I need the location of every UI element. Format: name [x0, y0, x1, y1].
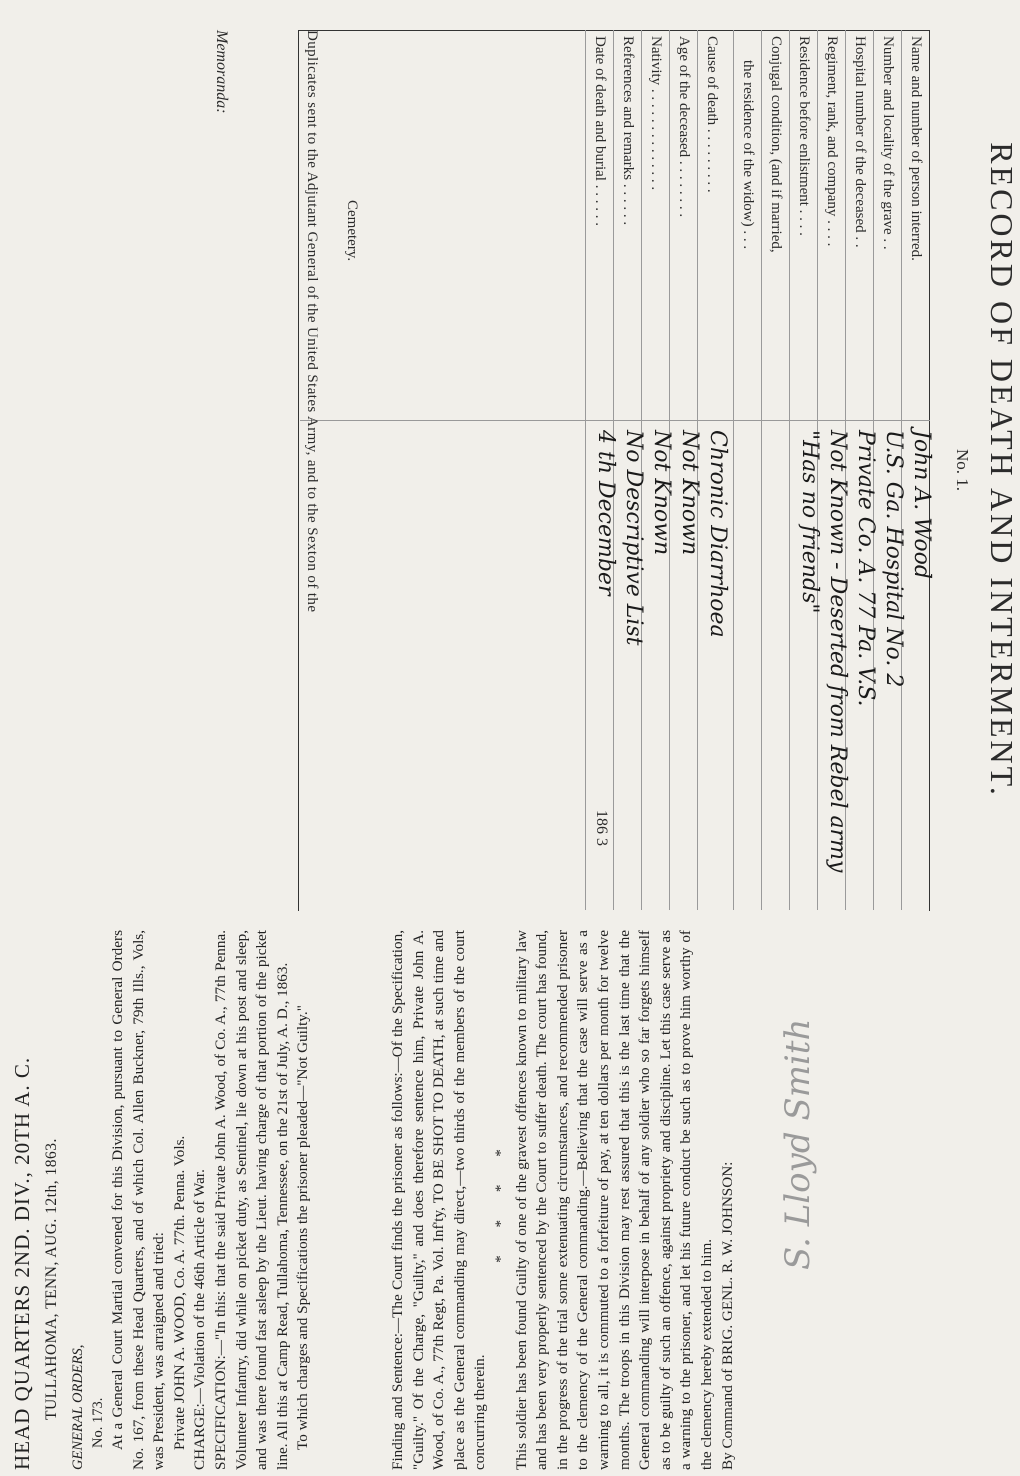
record-field-value: Chronic Diarrhoea [705, 430, 730, 638]
record-field-label: References and remarks . . . . . . [620, 36, 636, 226]
record-field-label: Residence before enlistment . . . . [796, 36, 812, 236]
record-field-value: 4 th December [593, 430, 618, 596]
record-field-value: John A. Wood [909, 430, 934, 579]
record-field-value: Not Known - Deserted from Rebel army [825, 430, 850, 873]
record-field-value: "Has no friends" [797, 430, 822, 614]
record-field-label: Regiment, rank, and company . . . . [824, 36, 840, 247]
record-field-label: Cause of death . . . . . . . . . [704, 36, 720, 193]
orders-finding-sentence: Finding and Sentence:—The Court finds the prisoner as follows:—Of the Specification, "Guilty." Of the Charge, "Guilty," and does therefore sentence him, Private John A. Wood, of Co. A., 77th Regt, Pa. Vol. Inf'ty, TO BE SHOT TO DEATH, at such time and place as the General commanding may direct,—two thirds of the members of the court concurring therein. [389, 930, 489, 1470]
cemetery-label: Cemetery. [344, 200, 360, 262]
signature: S. Lloyd Smith [778, 1018, 818, 1270]
record-field-value: Not Known [649, 430, 674, 556]
orders-specification: SPECIFICATION:—"In this: that the said Private John A. Wood, of Co. A., 77th Penna. Volunteer Infantry, did while on picket duty, as Sentinel, lie down at his post and sleep, and was there found fast asleep by the Lieut. having charge of that portion of the picket line. All this at Camp Read, Tullahoma, Tennessee, on the 21st of July, A. D., 1863. [211, 930, 291, 1470]
orders-location-date: TULLAHOMA, TENN, AUG. 12th, 1863. [43, 1138, 60, 1420]
duplicates-note: Duplicates sent to the Adjutant General of the United States Army, and to the Sexton of the [304, 30, 320, 613]
general-orders [8, 470, 868, 1470]
orders-stars: * * * * [491, 1137, 509, 1263]
record-title: RECORD OF DEATH AND INTERMENT. [984, 142, 1020, 798]
orders-paragraph: At a General Court Martial convened for this Division, pursuant to General Orders No. 167, from these Head Quarters, and of which Col. Allen Buckner, 79th Ills., Vols, was President, was arraigned and tried: [109, 930, 168, 1470]
orders-findings [388, 930, 738, 1470]
orders-commutation: This soldier has been found Guilty of one of the gravest offences known to military law and has been very properly sentenced by the Court to suffer death. The court has found, in the progress of the trial some extenuating circumstances, and recommended prisoner to the clemency of the General commanding.—Believing that the case will serve as a warning to all, it is commuted to a forfeiture of pay, at ten dollars per month for twelve months. The troops in this Division may rest assured that this is the last time that the General commanding will interpose in behalf of any soldier who so far forgets himself as to be guilty of such an offence, against propriety and discipline. Let this case serve as a warning to the prisoner, and let his future conduct be such as to prove him worthy of the clemency hereby extended to him. [512, 930, 715, 1470]
orders-plea: To which charges and Specifications the prisoner pleaded—"Not Guilty." [294, 1005, 312, 1450]
record-field-label: Conjugal condition, (and if married, [768, 36, 784, 253]
orders-command-line: By Command of BRIG. GENL. R. W. JOHNSON: [718, 1161, 736, 1470]
record-field-label: the residence of the widow) . . . [740, 60, 756, 250]
record-field-label: Hospital number of the deceased . . [852, 36, 868, 248]
record-field-label: Age of the deceased . . . . . . . . [676, 36, 692, 218]
orders-body [108, 930, 314, 1470]
orders-headquarters: HEAD QUARTERS 2ND. DIV., 20TH A. C. [10, 1056, 34, 1470]
record-field-value: No Descriptive List [621, 430, 646, 646]
record-field-label: Number and locality of the grave . . [880, 36, 896, 250]
record-field-value: U.S. Ga. Hospital No. 2 [881, 430, 906, 688]
record-field-value: Private Co. A. 77 Pa. V.S. [853, 430, 878, 707]
general-orders-label: GENERAL ORDERS, [70, 1344, 86, 1470]
memoranda-label: Memoranda: [213, 30, 230, 114]
orders-charge: CHARGE:—Violation of the 46th Article of War. [191, 1169, 209, 1470]
general-orders-number: No. 173. [90, 1397, 106, 1448]
record-field-label: Name and number of person interred. [908, 36, 924, 261]
record-field-value: Not Known [677, 430, 702, 556]
record-field-label: Date of death and burial . . . . . . [592, 36, 608, 226]
record-year: 186 3 [593, 810, 610, 846]
record-number: No. 1. [953, 448, 972, 492]
orders-accused: Private JOHN A. WOOD, Co. A. 77th. Penna. Vols. [170, 1135, 188, 1450]
record-field-label: Nativity . . . . . . . . . . . . . . [648, 36, 664, 191]
